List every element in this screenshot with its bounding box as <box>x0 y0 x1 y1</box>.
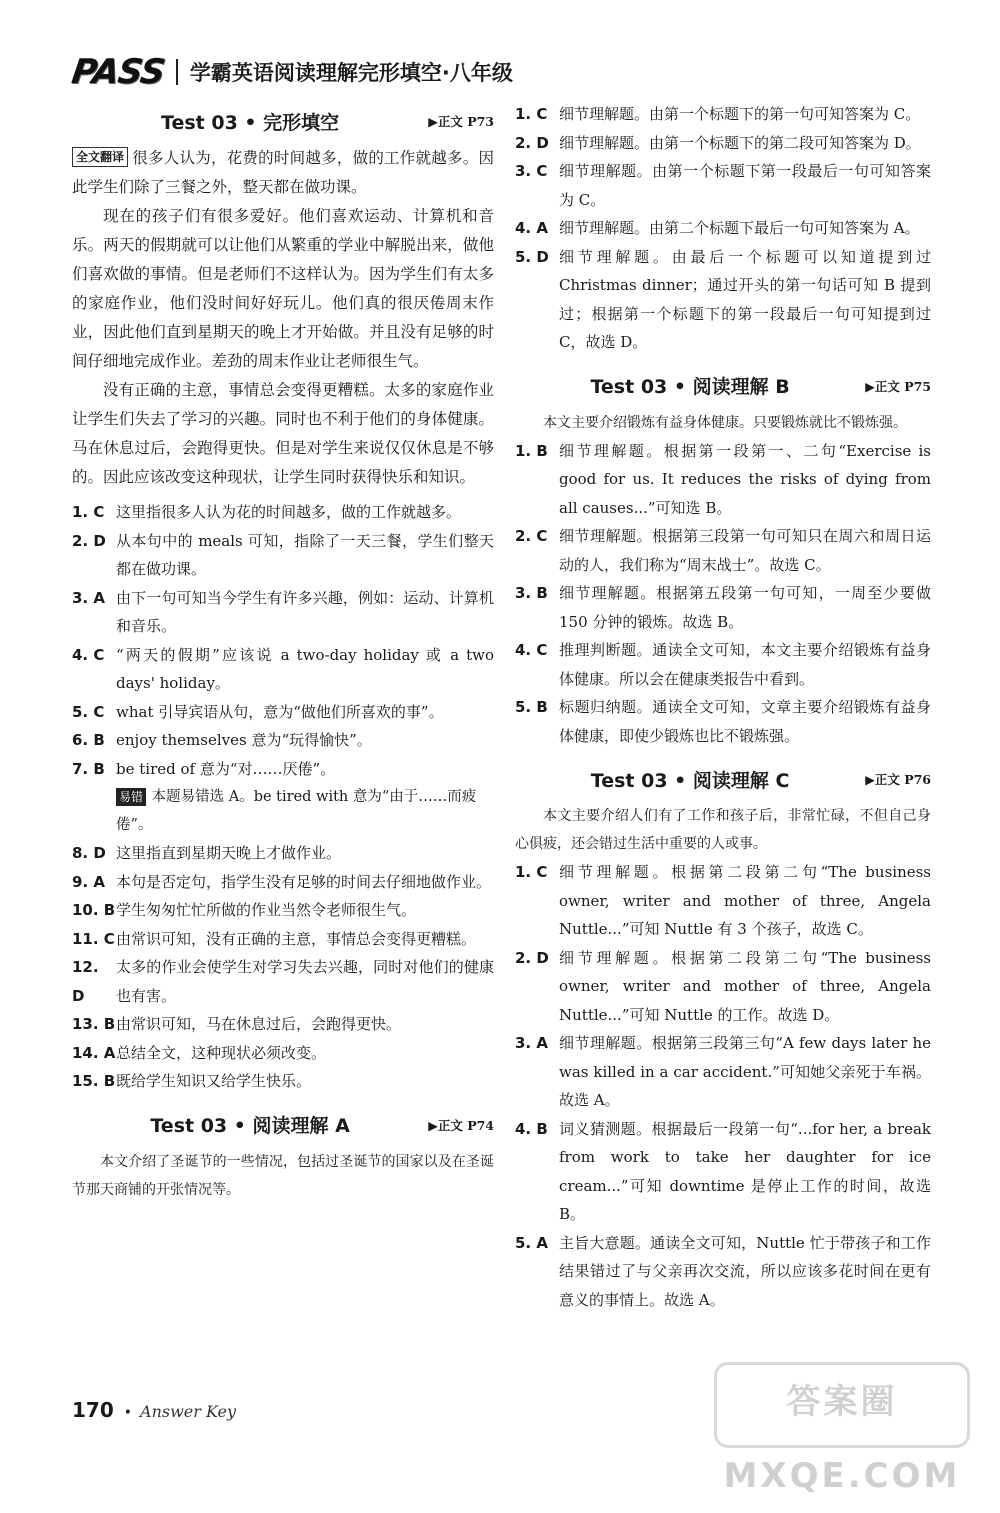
answer-item: 3. A 细节理解题。根据第三段第三句“A few days later he was killed in a car accident.”可知她父亲死于车祸。故选 A。 <box>515 1034 931 1109</box>
section-ref: ▶正文 P75 <box>865 378 931 394</box>
translation-tag: 全文翻译 <box>72 147 128 167</box>
answer-item: 1. C 细节理解题。根据第二段第二句“The business owner, writer and mother of three, Angela Nuttle...”可知 Nuttle 有 3 个孩子，故选 C。 <box>515 863 931 938</box>
section-title: Test 03 • 完形填空 <box>161 111 340 134</box>
section-header-reading-b <box>515 369 931 403</box>
section-summary: 本文主要介绍人们有了工作和孩子后，非常忙碌，不但自己身心俱疲，还会错过生活中重要的人或事。 <box>515 808 931 852</box>
answer-item: 11. C 由常识可知，没有正确的主意，事情总会变得更糟糕。 <box>72 929 477 948</box>
section-header-cloze <box>72 104 494 138</box>
section-summary: 本文主要介绍锻炼有益身体健康。只要锻炼就比不锻炼强。 <box>543 414 907 431</box>
answer-item: 1. C 细节理解题。由第一个标题下的第一句可知答案为 C。 <box>515 105 921 123</box>
answer-item: 5. C what 引导宾语从句，意为“做他们所喜欢的事”。 <box>72 702 444 721</box>
answer-item: 9. A 本句是否定句，指学生没有足够的时间去仔细地做作业。 <box>72 872 492 891</box>
answer-item: 2. D 细节理解题。根据第二段第二句“The business owner, writer and mother of three, Angela Nuttle...”可知 Nuttle 的工作。故选 D。 <box>515 948 931 1024</box>
answer-item: 12. D 太多的作业会使学生对学习失去兴趣，同时对他们的健康也有害。 <box>72 958 494 1005</box>
reading-c-answers <box>515 858 931 1314</box>
answer-item: 2. C 细节理解题。根据第三段第一句可知只在周六和周日运动的人，我们称为“周末战士”。故选 C。 <box>515 527 931 574</box>
answer-item: 1. C 这里指很多人认为花的时间越多，做的工作就越多。 <box>72 503 462 521</box>
reading-b-answers <box>515 437 931 751</box>
section-ref: ▶正文 P74 <box>428 1117 494 1133</box>
translation-paragraph: 现在的孩子们有很多爱好。他们喜欢运动、计算机和音乐。两天的假期就可以让他们从繁重的学业中解脱出来，做他们喜欢做的事情。但是老师们不这样认为。因为学生们有太多的家庭作业，他们没时间好好玩儿。他们真的很厌倦周末作业，因此他们直到星期天的晚上才开始做。并且没有足够的时间仔细地完成作业。差劲的周末作业让老师很生气。 <box>72 207 494 370</box>
reading-a-answers <box>515 100 931 357</box>
cloze-answers <box>72 498 494 1096</box>
section-title: Test 03 • 阅读理解 B <box>590 376 790 398</box>
section-header-reading-a <box>72 1108 494 1142</box>
answer-item: 3. B 细节理解题。根据第五段第一句可知，一周至少要做 150 分钟的锻炼。故选 B。 <box>515 584 931 631</box>
answer-item: 14. A 总结全文，这种现状必须改变。 <box>72 1043 327 1062</box>
watermark: 答案圈 MXQE.COM <box>714 1362 970 1448</box>
section-ref: ▶正文 P76 <box>865 772 931 787</box>
error-note: 易错 本题易错选 A。be tired with 意为“由于……而疲倦”。 <box>116 789 477 833</box>
error-tag: 易错 <box>116 788 146 806</box>
page-header <box>69 52 513 92</box>
section-summary: 本文介绍了圣诞节的一些情况，包括过圣诞节的国家以及在圣诞节那天商铺的开张情况等。 <box>72 1153 494 1198</box>
answer-item: 7. B be tired of 意为“对……厌倦”。 <box>72 759 336 778</box>
answer-item: 15. B 既给学生知识又给学生快乐。 <box>72 1072 312 1090</box>
section-ref: ▶正文 P73 <box>428 114 494 129</box>
answer-item: 4. B 词义猜测题。根据最后一段第一句“...for her, a break from work to take her daughter for ice cream...”可知 downtime 是停止工作的时间，故选 B。 <box>515 1119 931 1223</box>
answer-item: 2. D 从本句中的 meals 可知，指除了一天三餐，学生们整天都在做功课。 <box>72 531 494 578</box>
answer-item: 4. A 细节理解题。由第二个标题下最后一句可知答案为 A。 <box>515 219 920 237</box>
page-number: 170 <box>72 1398 114 1422</box>
section-title: Test 03 • 阅读理解 C <box>590 769 790 792</box>
translation-paragraph: 全文翻译 很多人认为，花费的时间越多，做的工作就越多。因此学生们除了三餐之外，整天都在做功课。 <box>72 149 494 196</box>
page-footer <box>72 1398 236 1422</box>
answer-item: 2. D 细节理解题。由第一个标题下的第二段可知答案为 D。 <box>515 133 921 152</box>
answer-item: 5. A 主旨大意题。通读全文可知，Nuttle 忙于带孩子和工作结果错过了与父亲再次交流，所以应该多花时间在更有意义的事情上。故选 A。 <box>515 1233 931 1309</box>
answer-item: 4. C 推理判断题。通读全文可知，本文主要介绍锻炼有益身体健康。所以会在健康类报告中看到。 <box>515 641 931 688</box>
answer-item: 5. D 细节理解题。由最后一个标题可以知道提到过 Christmas dinner；通过开头的第一句话可知 B 提到过；根据第一个标题下的第一段最后一句可知提到过 C，故选 D。 <box>515 247 931 351</box>
right-column <box>515 100 931 1314</box>
answer-item: 4. C “两天的假期”应该说 a two-day holiday 或 a two days' holiday。 <box>72 645 494 692</box>
footer-label: Answer Key <box>140 1402 237 1421</box>
answer-item: 6. B enjoy themselves 意为“玩得愉快”。 <box>72 731 372 749</box>
section-header-reading-c <box>515 762 931 796</box>
answer-item: 8. D 这里指直到星期天晚上才做作业。 <box>72 844 342 862</box>
translation-paragraph: 没有正确的主意，事情总会变得更糟糕。太多的家庭作业让学生们失去了学习的兴趣。同时也不利于他们的身体健康。马在休息过后，会跑得更快。但是对学生来说仅仅休息是不够的。因此应该改变这种现状，让学生同时获得快乐和知识。 <box>72 381 494 486</box>
book-title: 学霸英语阅读理解完形填空·八年级 <box>189 61 513 85</box>
left-column <box>72 104 494 1204</box>
answer-item: 13. B 由常识可知，马在休息过后，会跑得更快。 <box>72 1015 402 1033</box>
header-divider <box>176 59 178 85</box>
answer-item: 3. A 由下一句可知当今学生有许多兴趣，例如：运动、计算机和音乐。 <box>72 588 494 635</box>
answer-item: 10. B 学生匆匆忙忙所做的作业当然令老师很生气。 <box>72 901 417 919</box>
section-title: Test 03 • 阅读理解 A <box>150 1115 350 1137</box>
pass-logo: PASS <box>69 52 167 92</box>
answer-item: 1. B 细节理解题。根据第一段第一、二句“Exercise is good for us. It reduces the risks of dying from all causes...”可知选 B。 <box>515 441 931 517</box>
answer-item: 3. C 细节理解题。由第一个标题下第一段最后一句可知答案为 C。 <box>515 162 931 209</box>
answer-item: 5. B 标题归纳题。通读全文可知，文章主要介绍锻炼有益身体健康，即使少锻炼也比不锻炼强。 <box>515 698 931 745</box>
bullet-icon: • <box>123 1405 133 1421</box>
